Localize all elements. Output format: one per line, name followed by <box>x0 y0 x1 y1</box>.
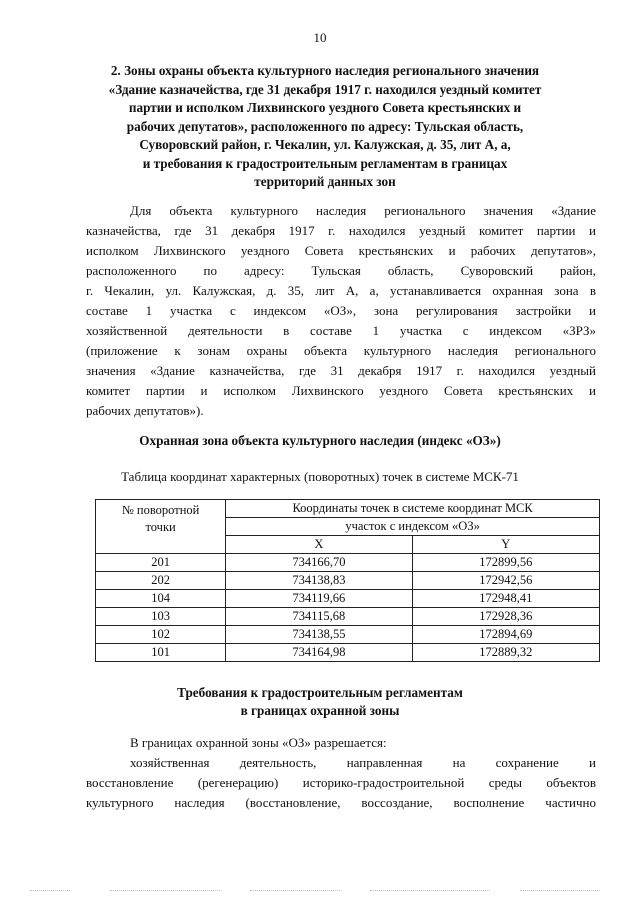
intro-paragraph <box>86 201 596 421</box>
regulations-heading <box>0 684 640 720</box>
point-header-line: № поворотной <box>121 503 200 517</box>
section-heading-line: территорий данных зон <box>254 174 396 189</box>
x-cell: 734119,66 <box>226 590 412 608</box>
point-number-cell: 103 <box>96 608 226 626</box>
paragraph-line: расположенного по адресу: Тульская область, Суворовский район, <box>86 263 596 278</box>
point-number-cell: 101 <box>96 644 226 662</box>
section-heading-line: «Здание казначейства, где 31 декабря 1917 г. находился уездный комитет <box>108 81 542 97</box>
scan-mark <box>370 890 490 892</box>
section-heading-line: 2. Зоны охраны объекта культурного наследия регионального значения <box>110 63 540 78</box>
point-number-cell: 201 <box>96 554 226 572</box>
coordinate-system-header: Координаты точек в системе координат МСК <box>226 500 600 518</box>
x-cell: 734115,68 <box>226 608 412 626</box>
x-cell: 734138,83 <box>226 572 412 590</box>
table-row <box>96 608 600 626</box>
section-heading <box>84 62 566 192</box>
scan-mark <box>30 890 70 892</box>
y-column-header: Y <box>412 536 599 554</box>
paragraph-line: восстановление (регенерацию) историко-градостроительной среды объектов <box>86 775 596 790</box>
scan-artifact-marks <box>20 890 620 894</box>
paragraph-line: рабочих депутатов»). <box>86 403 204 418</box>
paragraph-line: исполком Лихвинского уездного Совета крестьянских и рабочих депутатов», <box>86 243 596 258</box>
zone-heading: Охранная зона объекта культурного наследия (индекс «ОЗ») <box>139 433 501 448</box>
y-cell: 172942,56 <box>412 572 599 590</box>
paragraph-line: В границах охранной зоны «ОЗ» разрешается: <box>130 735 387 750</box>
scan-mark <box>520 890 600 892</box>
x-column-header: X <box>226 536 412 554</box>
table-row <box>96 644 600 662</box>
y-cell: 172948,41 <box>412 590 599 608</box>
paragraph-line: комитет партии и исполком Лихвинского уездного Совета крестьянских и <box>86 383 596 398</box>
section-heading-line: Суворовский район, г. Чекалин, ул. Калужская, д. 35, лит А, а, <box>139 137 511 152</box>
section-heading-line: и требования к градостроительным регламентам в границах <box>142 155 508 171</box>
paragraph-line: значения «Здание казначейства, где 31 декабря 1917 г. находился уездный <box>86 363 596 378</box>
section-heading-line: рабочих депутатов», расположенного по адресу: Тульская область, <box>126 118 524 134</box>
regulations-heading-line: в границах охранной зоны <box>240 703 400 718</box>
allowed-paragraph <box>86 733 596 813</box>
table-caption: Таблица координат характерных (поворотных) точек в системе МСК-71 <box>121 469 519 484</box>
point-number-cell: 202 <box>96 572 226 590</box>
x-cell: 734138,55 <box>226 626 412 644</box>
x-cell: 734164,98 <box>226 644 412 662</box>
paragraph-line: культурного наследия (восстановление, воссоздание, восполнение частично <box>86 795 596 810</box>
coordinates-table <box>95 499 600 662</box>
paragraph-line: хозяйственной деятельности в составе 1 участка с индексом «ЗРЗ» <box>86 323 596 338</box>
point-header-line: точки <box>145 520 176 534</box>
table-row <box>96 572 600 590</box>
point-number-cell: 104 <box>96 590 226 608</box>
paragraph-line: казначейства, где 31 декабря 1917 г. находился уездный комитет партии и <box>86 223 596 238</box>
x-cell: 734166,70 <box>226 554 412 572</box>
paragraph-line: хозяйственная деятельность, направленная на сохранение и <box>130 755 596 770</box>
point-number-cell: 102 <box>96 626 226 644</box>
table-row <box>96 554 600 572</box>
section-heading-line: партии и исполком Лихвинского уездного Совета крестьянских и <box>128 100 522 115</box>
regulations-heading-line: Требования к градостроительным регламентам <box>177 685 463 700</box>
y-cell: 172894,69 <box>412 626 599 644</box>
paragraph-line: г. Чекалин, ул. Калужская, д. 35, лит А, а, устанавливается охранная зона в <box>86 283 596 298</box>
table-row <box>96 590 600 608</box>
paragraph-line: (приложение к зонам охраны объекта культурного наследия регионального <box>86 343 596 358</box>
point-number-header <box>96 500 226 554</box>
plot-index-header: участок с индексом «ОЗ» <box>226 518 600 536</box>
scan-mark <box>110 890 220 892</box>
y-cell: 172899,56 <box>412 554 599 572</box>
paragraph-line: Для объекта культурного наследия регионального значения «Здание <box>130 203 596 218</box>
scan-mark <box>250 890 340 892</box>
table-row <box>96 626 600 644</box>
y-cell: 172928,36 <box>412 608 599 626</box>
y-cell: 172889,32 <box>412 644 599 662</box>
page-number: 10 <box>313 30 327 45</box>
paragraph-line: составе 1 участка с индексом «ОЗ», зона регулирования застройки и <box>86 303 596 318</box>
table-header-row <box>96 500 600 518</box>
